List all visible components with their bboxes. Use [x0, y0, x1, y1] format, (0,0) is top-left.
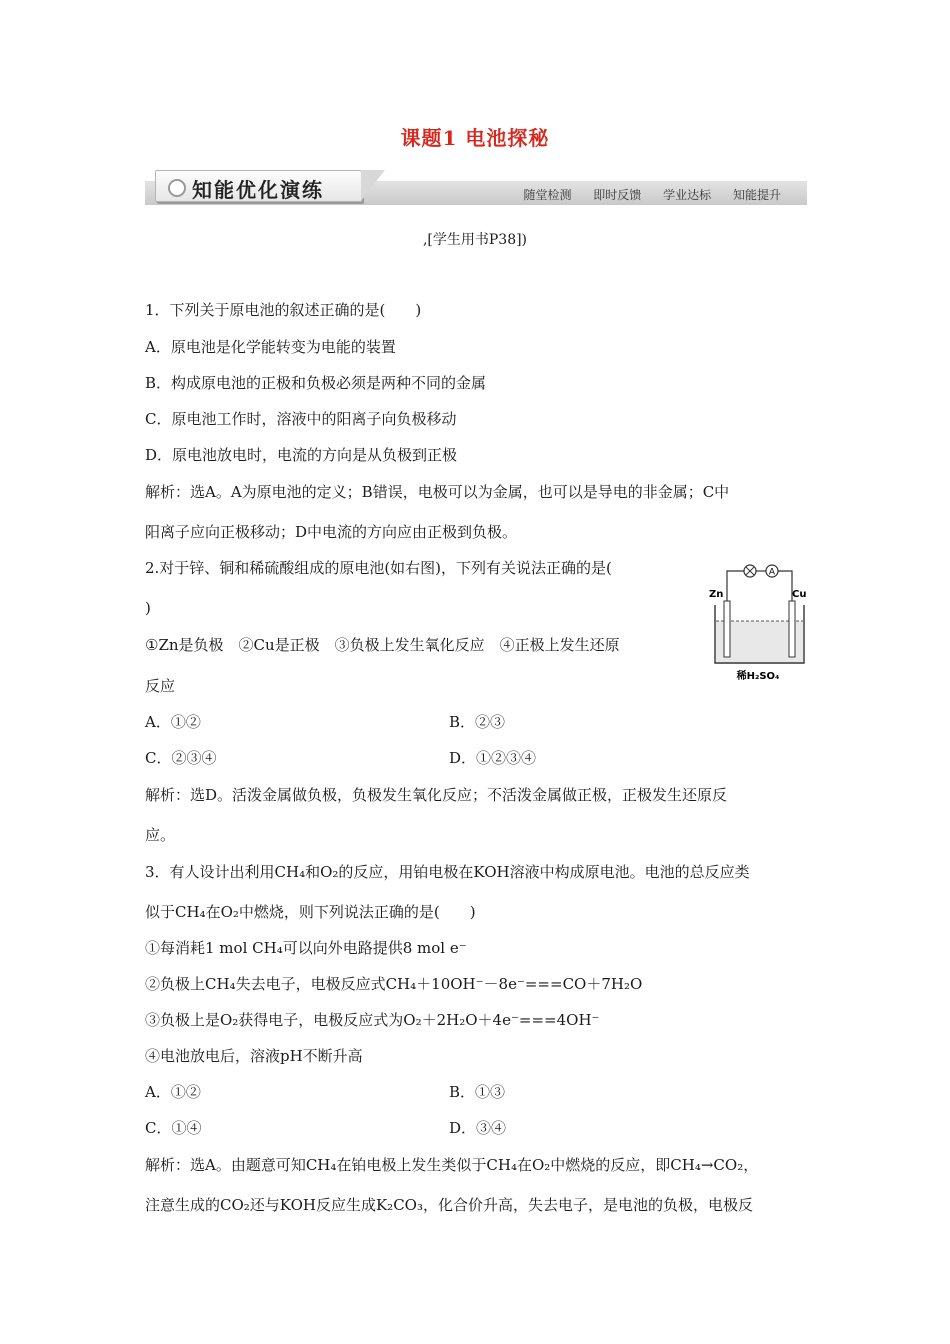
q2-analysis-line1: 解析：选D。活泼金属做负极，负极发生氧化反应；不活泼金属做正极，正极发生还原反 [145, 786, 728, 804]
q3-statement-4: ④电池放电后，溶液pH不断升高 [145, 1047, 363, 1065]
q2-stem-line1: 2.对于锌、铜和稀硫酸组成的原电池(如右图)，下列有关说法正确的是( [145, 559, 612, 577]
q1-option-b: B．构成原电池的正极和负极必须是两种不同的金属 [145, 374, 487, 392]
section-banner [145, 170, 807, 207]
banner-tags [513, 186, 781, 203]
q1-stem: 1．下列关于原电池的叙述正确的是( ) [145, 301, 422, 319]
q1-analysis-line2: 阳离子应向正极移动；D中电流的方向应由正极到负极。 [145, 523, 518, 541]
solution-label: 稀H₂SO₄ [736, 671, 780, 682]
q2-analysis-line2: 应。 [145, 826, 176, 844]
wire-right [778, 571, 792, 601]
q2-stem-line2: ) [145, 599, 151, 617]
book-reference: ,[学生用书P38]) [422, 232, 528, 248]
zn-electrode [724, 601, 730, 657]
q2-items-line2: 反应 [145, 677, 176, 695]
q2-option-c: C．②③④ [145, 749, 217, 767]
q1-option-a: A．原电池是化学能转变为电能的装置 [145, 338, 396, 356]
q3-analysis-line2: 注意生成的CO₂还与KOH反应生成K₂CO₃，化合价升高，失去电子，是电池的负极，电极反 [145, 1196, 753, 1214]
banner-tail [361, 170, 385, 201]
q3-statement-1: ①每消耗1 mol CH₄可以向外电路提供8 mol e⁻ [145, 939, 467, 957]
q2-option-a: A．①② [145, 713, 201, 731]
q1-analysis-line1: 解析：选A。A为原电池的定义；B错误，电极可以为金属，也可以是导电的非金属；C中 [145, 483, 730, 501]
q2-option-b: B．②③ [449, 713, 506, 731]
q3-option-d: D．③④ [449, 1119, 507, 1137]
zn-label: Zn [709, 589, 724, 600]
bullet-icon [168, 179, 186, 197]
q3-option-a: A．①② [145, 1083, 201, 1101]
wire-left [727, 571, 744, 601]
banner-tab [155, 170, 362, 202]
cu-label: Cu [792, 589, 807, 600]
q2-items-line1: ①Zn是负极 ②Cu是正极 ③负极上发生氧化反应 ④正极上发生还原 [145, 636, 620, 654]
ammeter-label: A [768, 567, 776, 578]
banner-tag: 知能提升 [732, 188, 781, 202]
q1-option-c: C．原电池工作时，溶液中的阳离子向负极移动 [145, 410, 457, 428]
galvanic-cell-diagram [706, 557, 810, 685]
q3-stem-line2: 似于CH₄在O₂中燃烧，则下列说法正确的是( ) [145, 903, 476, 921]
q1-option-d: D．原电池放电时，电流的方向是从负极到正极 [145, 446, 458, 464]
page-title: 课题1 电池探秘 [400, 126, 550, 150]
q3-analysis-line1: 解析：选A。由题意可知CH₄在铂电极上发生类似于CH₄在O₂中燃烧的反应，即CH₄→CO₂， [145, 1156, 759, 1174]
cu-electrode [789, 601, 795, 657]
banner-tag: 学业达标 [663, 188, 712, 202]
q3-stem-line1: 3．有人设计出利用CH₄和O₂的反应，用铂电极在KOH溶液中构成原电池。电池的总反应类 [145, 863, 750, 881]
q2-option-d: D．①②③④ [449, 749, 537, 767]
banner-tag: 即时反馈 [593, 188, 642, 202]
q3-option-c: C．①④ [145, 1119, 202, 1137]
banner-tag: 随堂检测 [523, 188, 572, 202]
banner-label: 知能优化演练 [192, 178, 324, 202]
q3-statement-2: ②负极上CH₄失去电子，电极反应式CH₄＋10OH⁻－8e⁻===CO＋7H₂O [145, 975, 643, 993]
q3-statement-3: ③负极上是O₂获得电子，电极反应式为O₂＋2H₂O＋4e⁻===4OH⁻ [145, 1011, 600, 1029]
q3-option-b: B．①③ [449, 1083, 506, 1101]
